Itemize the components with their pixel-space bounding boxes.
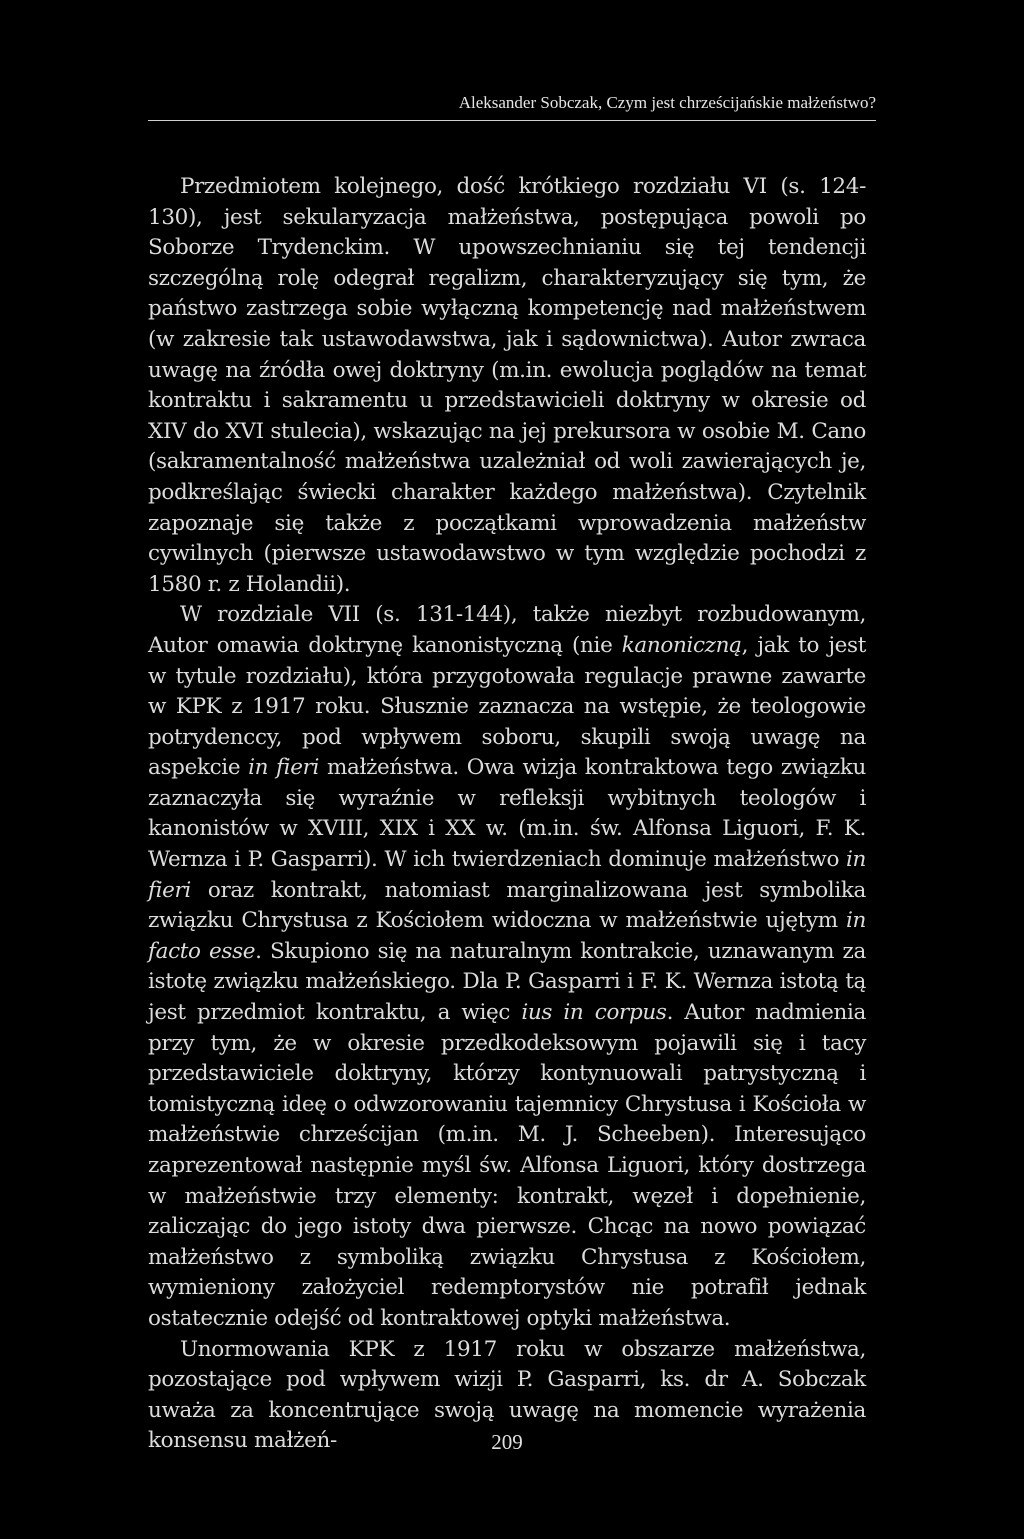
text-run: małżeństwa. Owa wizja kontraktowa tego związku zaznaczyła się wyraźnie w refleksji wybitnych teologów i kanonistów w XVIII, XIX i XX w. (m.in. św. Alfonsa Liguori, F. K. Wernza i P. Gasparri). W ich twierdzeniach dominuje małżeństwo	[148, 755, 866, 873]
paragraph	[148, 172, 866, 600]
text-run: . Skupiono się na naturalnym kontrakcie, uznawanym za istotę związku małżeńskiego. Dla P. Gasparri i F. K. Wernza istotą tą jest przedmiot kontraktu, a więc	[148, 938, 866, 1026]
text-run: . Autor nadmienia przy tym, że w okresie przedkodeksowym pojawili się i tacy przedstawiciele doktryny, którzy kontynuowali patrystyczną i tomistyczną ideę o odwzorowaniu tajemnicy Chrystusa i Kościoła w małżeństwie chrześcijan (m.in. M. J. Scheeben). Interesująco zaprezentował następnie myśl św. Alfonsa Liguori, który dostrzega w małżeństwie trzy elementy: kontrakt, węzeł i dopełnienie, zaliczając do jego istoty dwa pierwsze. Chcąc na nowo powiązać małżeństwo z symboliką związku Chrystusa z Kościołem, wymieniony założyciel redemptorystów nie potrafił jednak ostatecznie odejść od kontraktowej optyki małżeństwa.	[148, 1000, 867, 1331]
text-run: oraz kontrakt, natomiast marginalizowana jest symbolika związku Chrystusa z Kościołem widoczna w małżeństwie ujętym	[148, 877, 866, 934]
page-number: 209	[491, 1430, 523, 1454]
text-run: Przedmiotem kolejnego, dość krótkiego rozdziału VI (s. 124-130), jest sekularyzacja małżeństwa, postępująca powoli po Soborze Trydenckim. W upowszechnianiu się tej tendencji szczególną rolę odegrał regalizm, charakteryzujący się tym, że państwo zastrzega sobie wyłączną kompetencję nad małżeństwem (w zakresie tak ustawodawstwa, jak i sądownictwa). Autor zwraca uwagę na źródła owej doktryny (m.in. ewolucja poglądów na temat kontraktu i sakramentu u przedstawicieli doktryny w okresie od XIV do XVI stulecia), wskazując na jej prekursora w osobie M. Cano (sakramentalność małżeństwa uzależniał od woli zawierających je, podkreślając świecki charakter każdego małżeństwa). Czytelnik zapoznaje się także z początkami wprowadzenia małżeństw cywilnych (pierwsze ustawodawstwo w tym względzie pochodzi z 1580 r. z Holandii).	[148, 174, 866, 597]
text-run: W rozdziale VII (s. 131-144), także niezbyt rozbudowanym, Autor omawia doktrynę kanonistyczną (nie	[148, 602, 866, 658]
text-run: , jak to jest w tytule rozdziału), która przygotowała regulacje prawne zawarte w KPK z 1917 roku. Słusznie zaznacza na wstępie, że teologowie potrydenccy, pod wpływem soboru, skupili swoją uwagę na aspekcie	[148, 632, 866, 781]
italic-term: ius in corpus	[521, 1000, 667, 1026]
body-text	[148, 172, 866, 1457]
paragraph	[148, 600, 866, 1334]
running-header: Aleksander Sobczak, Czym jest chrześcijańskie małżeństwo?	[458, 93, 876, 112]
italic-term: kanoniczną	[621, 632, 742, 658]
italic-term: in fieri	[148, 847, 866, 903]
italic-term: in fieri	[248, 755, 320, 781]
text-run: Unormowania KPK z 1917 roku w obszarze małżeństwa, pozostające pod wpływem wizji P. Gasparri, ks. dr A. Sobczak uważa za koncentrujące swoją uwagę na momencie wyrażenia konsensu małżeń-	[148, 1336, 866, 1454]
header-rule	[148, 120, 876, 121]
italic-term: in facto esse	[148, 908, 866, 964]
